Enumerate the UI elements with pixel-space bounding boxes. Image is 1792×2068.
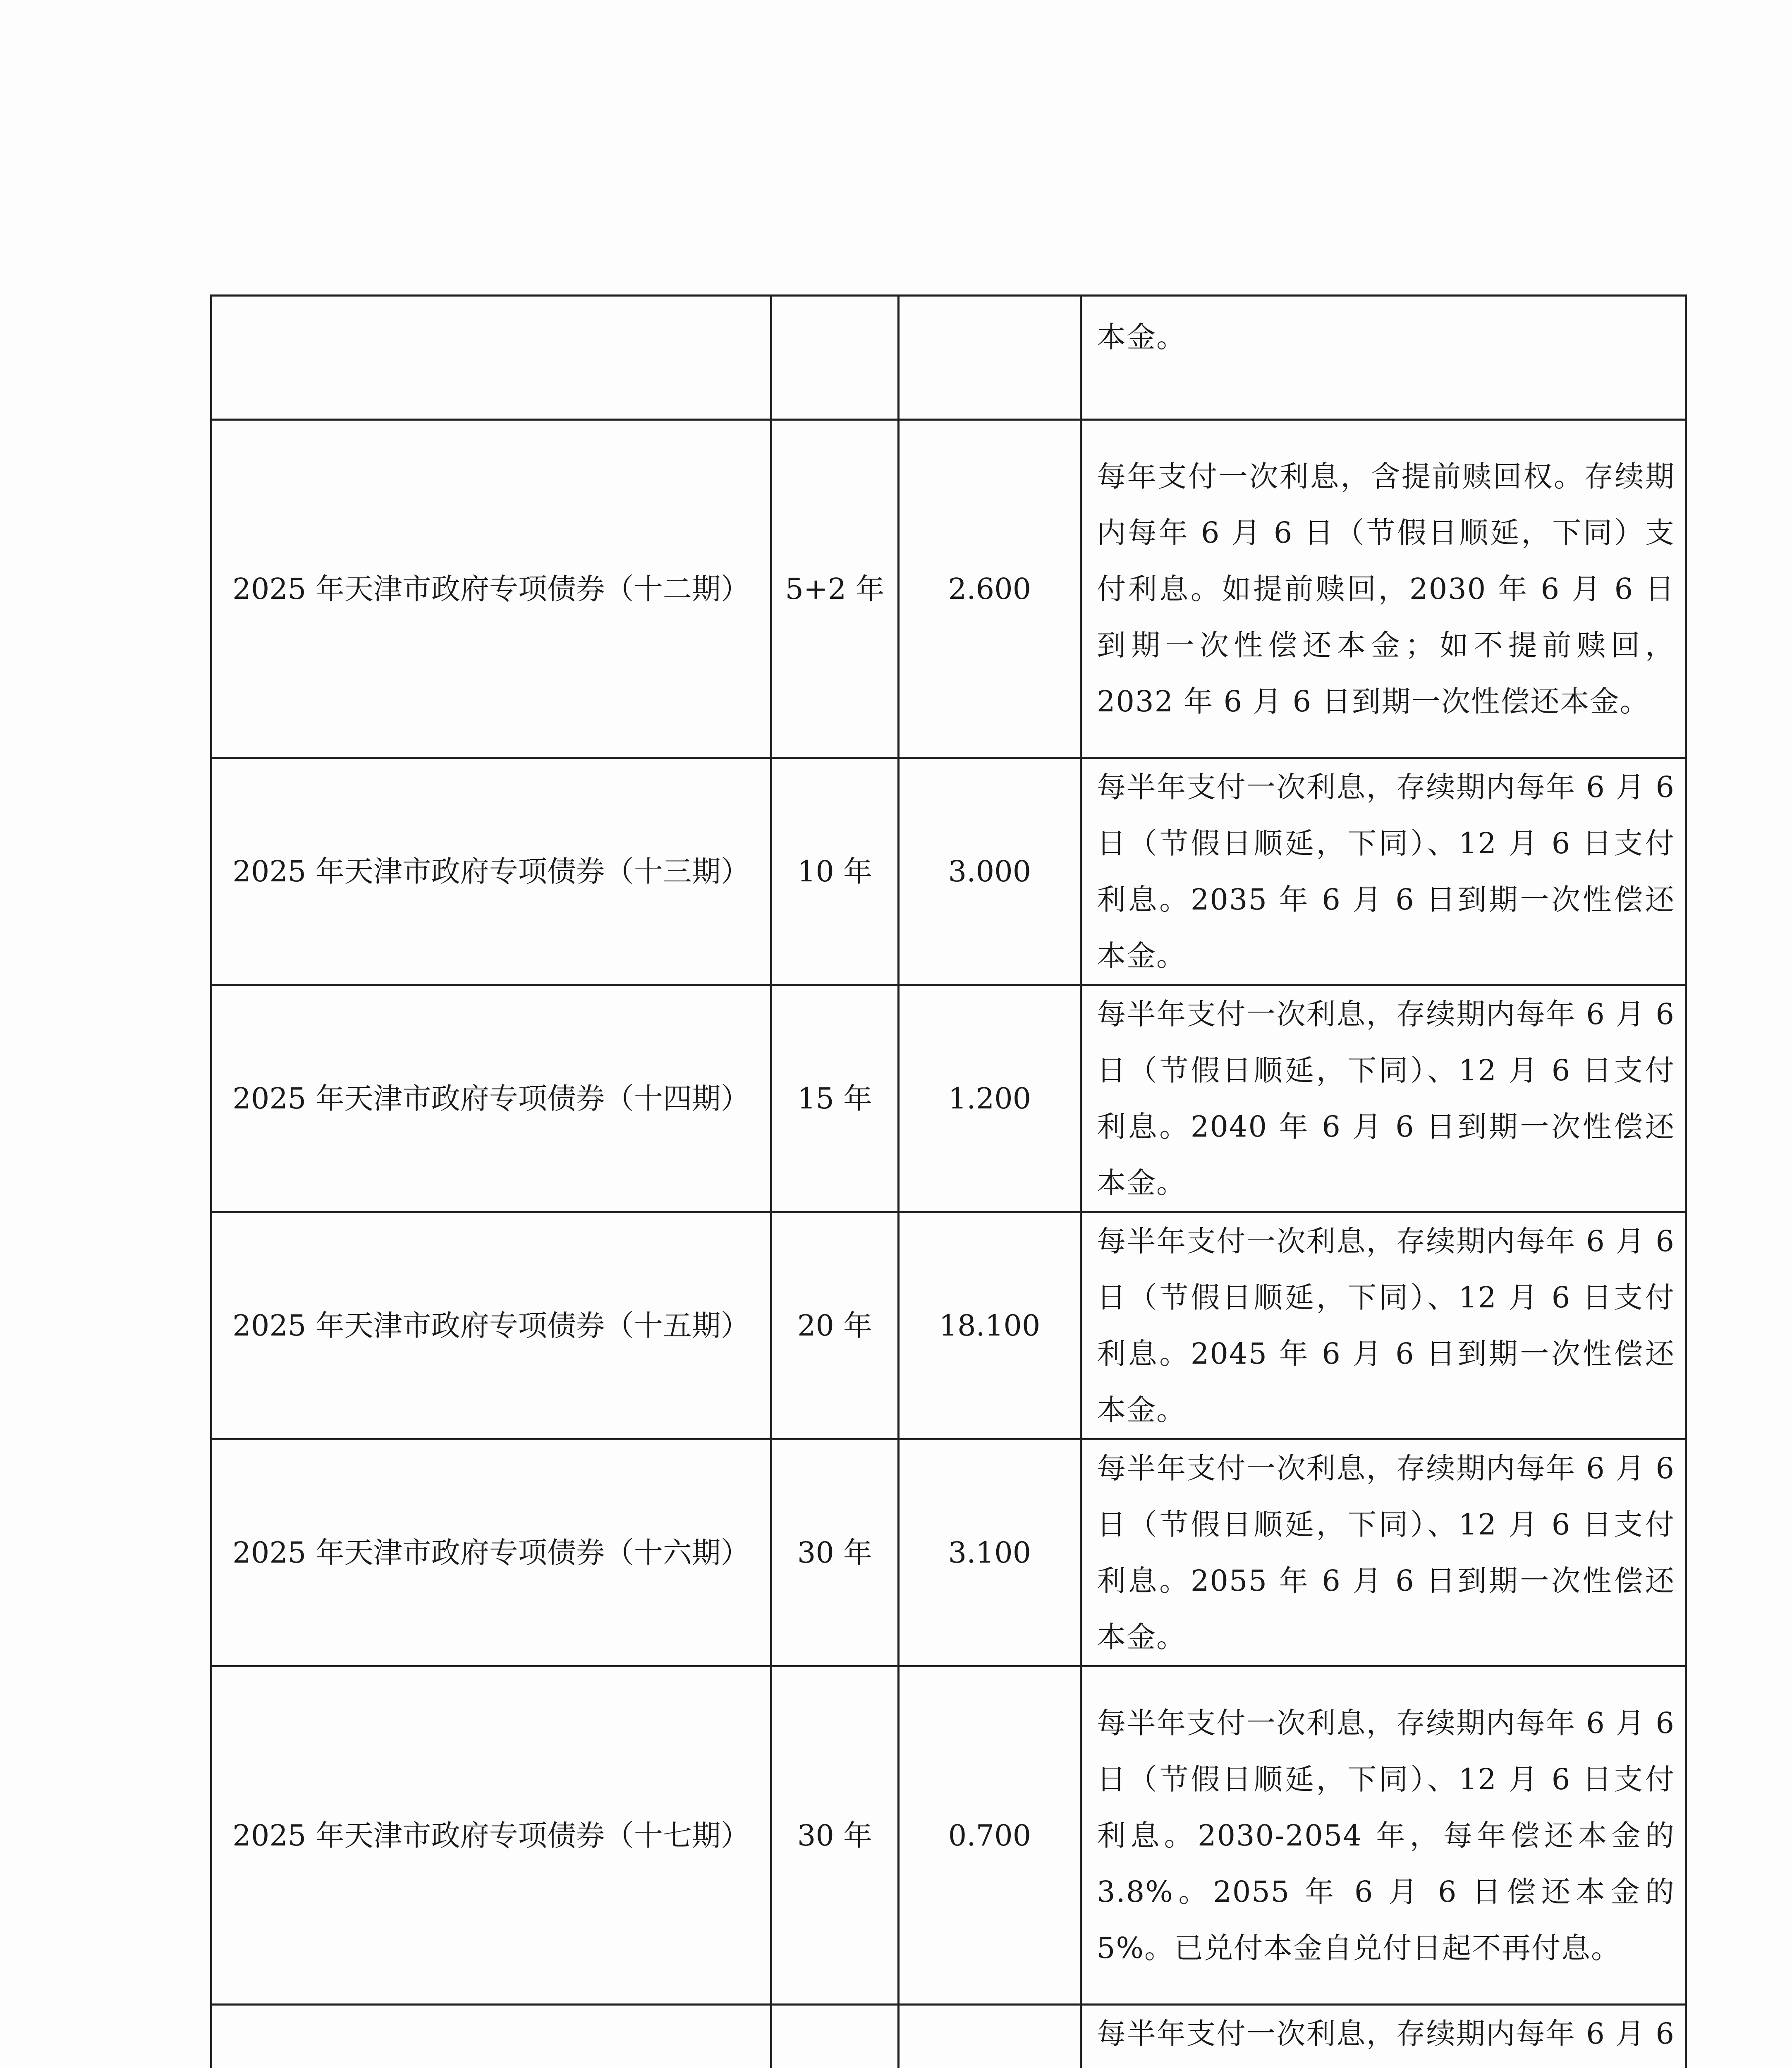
table-row: [211, 1439, 1686, 1666]
bond-term-cell: [771, 2005, 899, 2068]
table-row: [211, 758, 1686, 985]
bond-description-cell: 每半年支付一次利息，存续期内每年 6 月 6 日（节假日顺延，下同）、12 月 6 日支付利息。2045 年 6 月 6 日到期一次性偿还本金。: [1081, 1212, 1686, 1439]
table-row: [211, 1212, 1686, 1439]
bond-amount-cell: 1.200: [899, 985, 1081, 1212]
bond-name-cell: 2025 年天津市政府专项债券（十四期）: [211, 985, 771, 1212]
bond-amount-cell: 3.000: [899, 758, 1081, 985]
bond-amount-cell: 2.600: [899, 420, 1081, 758]
table-row: [211, 2005, 1686, 2068]
bond-name-cell: 2025 年天津市政府专项债券（十七期）: [211, 1666, 771, 2005]
bond-amount-cell: 3.100: [899, 1439, 1081, 1666]
bond-description-cell: 每半年支付一次利息，存续期内每年 6 月 6: [1081, 2005, 1686, 2068]
bond-term-cell: 30 年: [771, 1666, 899, 2005]
table-row: [211, 296, 1686, 420]
bond-name-cell: [211, 2005, 771, 2068]
bond-amount-cell: [899, 296, 1081, 420]
bond-amount-cell: [899, 2005, 1081, 2068]
bond-term-cell: 10 年: [771, 758, 899, 985]
bond-description-cell: 本金。: [1081, 296, 1686, 420]
bond-term-cell: 20 年: [771, 1212, 899, 1439]
bond-term-cell: 15 年: [771, 985, 899, 1212]
bond-table: [210, 294, 1687, 2068]
bond-name-cell: 2025 年天津市政府专项债券（十五期）: [211, 1212, 771, 1439]
bond-term-cell: [771, 296, 899, 420]
bond-name-cell: 2025 年天津市政府专项债券（十二期）: [211, 420, 771, 758]
bond-amount-cell: 18.100: [899, 1212, 1081, 1439]
table-row: [211, 1666, 1686, 2005]
table-row: [211, 985, 1686, 1212]
table-row: [211, 420, 1686, 758]
bond-name-cell: 2025 年天津市政府专项债券（十六期）: [211, 1439, 771, 1666]
bond-amount-cell: 0.700: [899, 1666, 1081, 2005]
bond-name-cell: [211, 296, 771, 420]
bond-name-cell: 2025 年天津市政府专项债券（十三期）: [211, 758, 771, 985]
bond-term-cell: 30 年: [771, 1439, 899, 1666]
bond-description-cell: 每半年支付一次利息，存续期内每年 6 月 6 日（节假日顺延，下同）、12 月 6 日支付利息。2055 年 6 月 6 日到期一次性偿还本金。: [1081, 1439, 1686, 1666]
bond-description-cell: 每半年支付一次利息，存续期内每年 6 月 6 日（节假日顺延，下同）、12 月 6 日支付利息。2040 年 6 月 6 日到期一次性偿还本金。: [1081, 985, 1686, 1212]
bond-description-cell: 每半年支付一次利息，存续期内每年 6 月 6 日（节假日顺延，下同）、12 月 6 日支付利息。2035 年 6 月 6 日到期一次性偿还本金。: [1081, 758, 1686, 985]
bond-description-cell: 每年支付一次利息，含提前赎回权。存续期内每年 6 月 6 日（节假日顺延，下同）支付利息。如提前赎回，2030 年 6 月 6 日到期一次性偿还本金；如不提前赎回，2032 年 6 月 6 日到期一次性偿还本金。: [1081, 420, 1686, 758]
bond-term-cell: 5+2 年: [771, 420, 899, 758]
bond-description-cell: 每半年支付一次利息，存续期内每年 6 月 6 日（节假日顺延，下同）、12 月 6 日支付利息。2030-2054 年，每年偿还本金的 3.8%。2055 年 6 月 6 日偿还本金的 5%。已兑付本金自兑付日起不再付息。: [1081, 1666, 1686, 2005]
